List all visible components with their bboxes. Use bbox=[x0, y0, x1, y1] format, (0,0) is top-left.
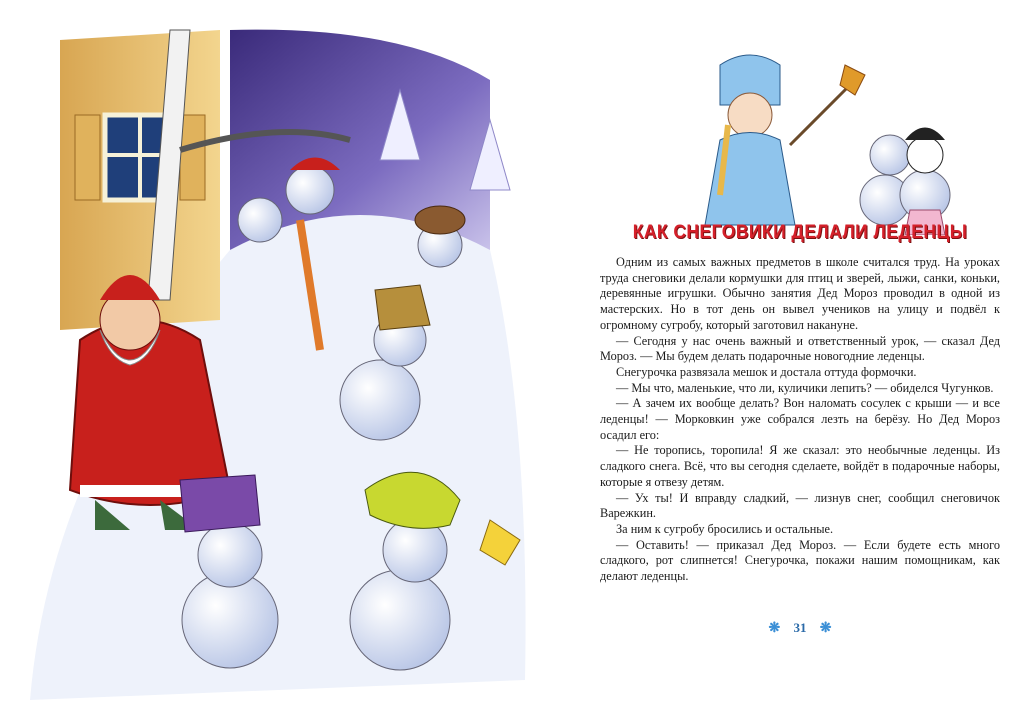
snowman-pot-hat bbox=[415, 206, 465, 267]
paragraph: Снегурочка развязала мешок и достала оттуда формочки. bbox=[616, 364, 917, 379]
snow-scene-illustration bbox=[20, 20, 540, 700]
paragraph: — Оставить! — приказал Дед Мороз. — Если будете есть много сладкого, рот слипнется! Снегурочка, покажи нашим помощникам, как делают леденцы. bbox=[600, 537, 1000, 584]
top-right-illustration bbox=[680, 45, 960, 235]
right-page bbox=[600, 30, 1000, 690]
page-footer bbox=[600, 620, 1000, 637]
window-shutter bbox=[75, 115, 100, 200]
left-illustration bbox=[20, 20, 540, 700]
paragraph: — Не торопись, торопила! Я же сказал: это необычные леденцы. Из сладкого снега. Всё, что вы сегодня сделаете, войдёт в подарочные наборы, которые я отвезу детям. bbox=[600, 443, 1000, 489]
paragraph: — Мы что, маленькие, что ли, куличики лепить? — обиделся Чугунков. bbox=[616, 380, 994, 395]
story-title: КАК СНЕГОВИКИ ДЕЛАЛИ ЛЕДЕНЦЫ bbox=[632, 222, 968, 243]
snowflake-icon: ❋ bbox=[819, 621, 832, 636]
page-number: 31 bbox=[793, 620, 807, 635]
paragraph: Одним из самых важных предметов в школе считался труд. На уроках труда снеговики делали кормушки для птиц и зверей, лыжи, санки, коньки, деревянные игрушки. Обычно занятия Дед Мороз проводил в одной из мастерских. Но в тот день он вывел учеников на улицу и подвёл к огромному сугробу, который заготовил накануне. bbox=[600, 255, 1000, 332]
paragraph: За ним к сугробу бросились и остальные. bbox=[616, 521, 834, 536]
paragraph: — А зачем их вообще делать? Вон наломать сосулек с крыши — и все леденцы! — Морковкин уже собрался лезть на берёзу. Но Дед Мороз осадил его: bbox=[600, 396, 1000, 442]
paragraph: — Ух ты! И вправду сладкий, — лизнув снег, сообщил снеговичок Варежкин. bbox=[600, 490, 1000, 521]
snegurochka-figure bbox=[705, 55, 865, 225]
paragraph: — Сегодня у нас очень важный и ответственный урок, — сказал Дед Мороз. — Мы будем делать подарочные новогодние леденцы. bbox=[600, 333, 1000, 364]
story-body bbox=[600, 255, 1000, 585]
snowflake-icon: ❋ bbox=[768, 621, 781, 636]
snowman-pair bbox=[860, 128, 950, 236]
window-shutter bbox=[180, 115, 205, 200]
snegurochka-illustration bbox=[680, 45, 960, 235]
